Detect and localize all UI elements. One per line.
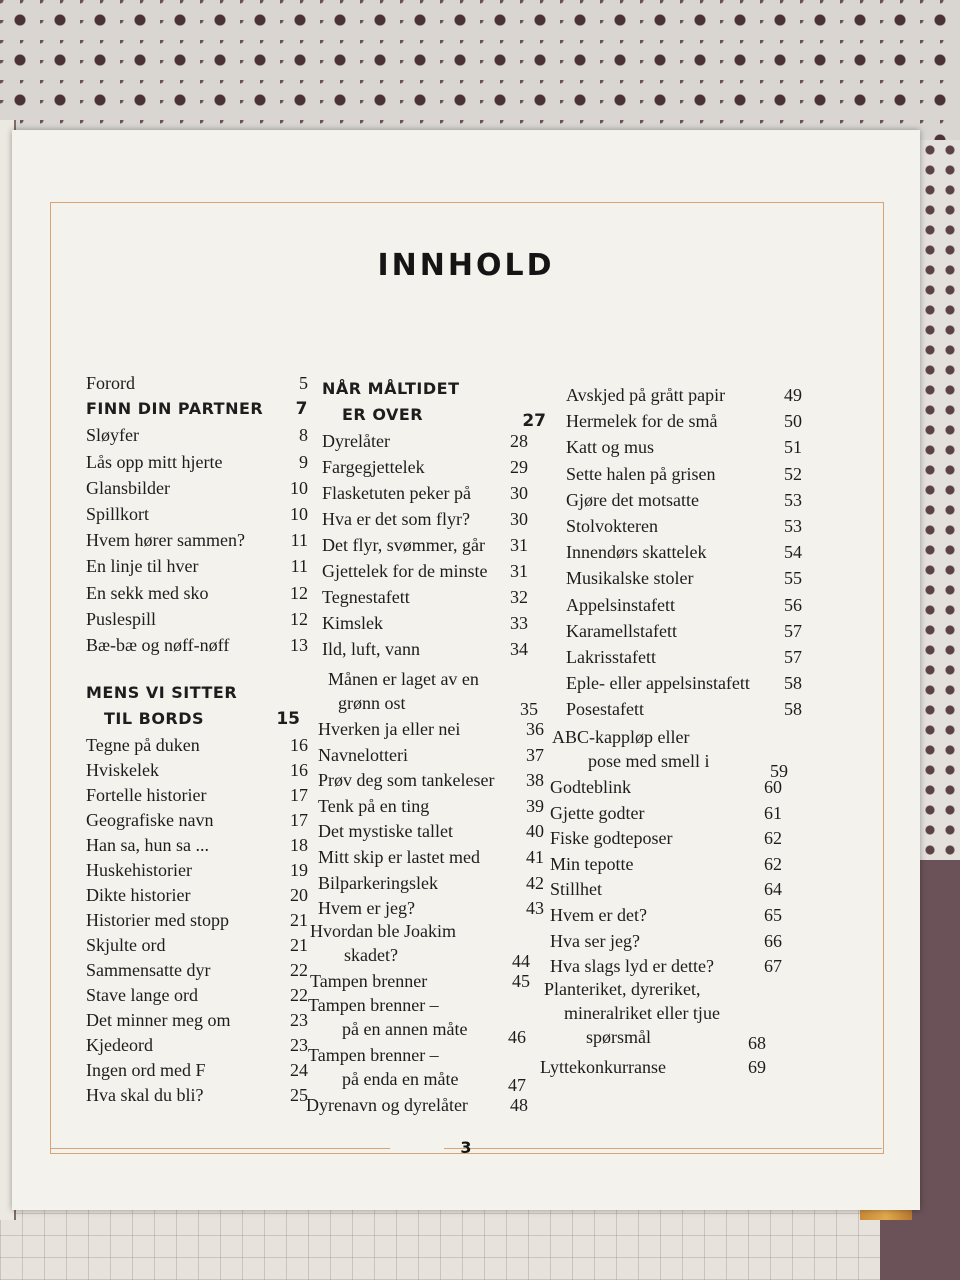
toc-entry-page: 33 [510, 613, 528, 633]
toc-entry [318, 744, 544, 766]
toc-entry [86, 884, 308, 906]
toc-entry [306, 1094, 528, 1116]
toc-entry [318, 897, 544, 919]
toc-entry [566, 463, 802, 485]
toc-entry-label: Hva er det som flyr? [322, 509, 470, 529]
toc-entry-label: Geografiske navn [86, 810, 214, 830]
toc-entry-label: Posestafett [566, 699, 644, 720]
toc-entry-line2: på enda en måte [342, 1069, 459, 1089]
toc-entry [86, 1009, 308, 1031]
toc-entry-label: Bilparkeringslek [318, 872, 438, 893]
toc-entry-page: 47 [508, 1075, 526, 1095]
toc-entry-page: 10 [290, 477, 308, 498]
toc-entry-label: Det minner meg om [86, 1010, 231, 1030]
toc-entry-page: 17 [290, 810, 308, 830]
toc-entry-label: Dyrelåter [322, 431, 390, 451]
toc-entry-label: Hva skal du bli? [86, 1085, 204, 1105]
toc-entry-page: 58 [784, 673, 802, 694]
toc-entry-page: 61 [764, 802, 782, 823]
toc-entry [86, 784, 308, 806]
toc-entry-label: Tampen brenner [310, 971, 428, 991]
toc-entry-page: 23 [290, 1010, 308, 1030]
toc-entry [86, 1084, 308, 1106]
toc-entry-label: Tegne på duken [86, 735, 200, 755]
toc-entry-line2: grønn ost [338, 693, 406, 713]
toc-entry [322, 508, 528, 530]
toc-entry [566, 489, 802, 511]
toc-entry [318, 718, 544, 740]
toc-entry-page: 53 [784, 489, 802, 510]
toc-entry [86, 582, 308, 604]
toc-entry-label: Fargegjettelek [322, 457, 425, 477]
toc-entry [322, 638, 528, 660]
toc-entry-line2: skadet? [344, 945, 398, 965]
toc-entry-label: En sekk med sko [86, 582, 209, 603]
toc-entry [86, 809, 308, 831]
toc-entry [86, 934, 308, 956]
toc-entry [322, 586, 528, 608]
toc-entry-page: 11 [290, 556, 308, 577]
toc-entry-page: 54 [784, 542, 802, 563]
toc-entry-label: Avskjed på grått papir [566, 385, 726, 405]
toc-entry-label: Hvem hører sammen? [86, 530, 245, 551]
toc-entry [550, 802, 782, 824]
toc-entry-line3: spørsmål [586, 1027, 651, 1047]
toc-entry [322, 482, 528, 504]
toc-entry-page: 40 [526, 821, 544, 842]
toc-entry [86, 984, 308, 1006]
toc-entry [86, 503, 308, 525]
toc-entry-label: Katt og mus [566, 437, 654, 458]
toc-entry [86, 451, 308, 473]
toc-entry-page: 35 [520, 699, 538, 719]
toc-entry-label: Hva slags lyd er dette? [550, 956, 714, 977]
toc-entry-page: 29 [510, 457, 528, 477]
toc-entry-line1: ABC-kappløp eller [552, 727, 690, 747]
toc-entry [86, 734, 308, 756]
toc-entry-page: 34 [510, 639, 528, 659]
toc-entry [86, 1034, 308, 1056]
toc-entry-page: 9 [299, 451, 308, 472]
toc-entry-label: Sammensatte dyr [86, 960, 211, 980]
toc-entry-label: Hermelek for de små [566, 411, 718, 432]
toc-entry-label: Han sa, hun sa ... [86, 835, 209, 855]
toc-entry-label: Flasketuten peker på [322, 483, 471, 503]
toc-entry-page: 50 [784, 411, 802, 432]
toc-entry-label: Sløyfer [86, 425, 139, 446]
toc-heading-page: 15 [276, 709, 300, 729]
toc-entry-page: 38 [526, 770, 544, 791]
toc-entry-page: 16 [290, 760, 308, 780]
toc-entry-label: Hvem er jeg? [318, 898, 415, 919]
toc-entry-label: Historier med stopp [86, 910, 229, 930]
toc-entry [86, 959, 308, 981]
toc-entry-page: 53 [784, 516, 802, 536]
toc-entry [566, 646, 802, 668]
toc-entry [318, 820, 544, 842]
toc-heading [86, 398, 308, 420]
toc-heading-line2: ER OVER [342, 405, 424, 424]
toc-entry-page: 69 [748, 1057, 766, 1077]
toc-entry [86, 834, 308, 856]
toc-entry-page: 24 [290, 1060, 308, 1080]
toc-entry-page: 5 [299, 373, 308, 393]
toc-entry-page: 45 [512, 971, 530, 991]
toc-entry [86, 1059, 308, 1081]
toc-entry-label: Hvem er det? [550, 905, 647, 925]
toc-entry-label: Gjøre det motsatte [566, 489, 699, 510]
toc-entry [86, 477, 308, 499]
toc-entry-line1: Tampen brenner – [308, 1045, 439, 1065]
toc-entry [318, 769, 544, 791]
toc-entry-page: 59 [770, 761, 788, 781]
toc-entry [550, 904, 782, 926]
toc-entry [566, 541, 802, 563]
toc-entry-label: Stillhet [550, 879, 603, 900]
toc-entry-label: Fortelle historier [86, 785, 207, 805]
toc-heading-line2: TIL BORDS [104, 709, 205, 728]
toc-heading-line1: NÅR MÅLTIDET [322, 379, 460, 398]
toc-entry [318, 846, 544, 868]
toc-entry-label: Stolvokteren [566, 516, 658, 536]
toc-entry-page: 57 [784, 647, 802, 667]
toc-entry [566, 698, 802, 720]
toc-entry-line2: pose med smell i [588, 751, 710, 771]
page-number: 3 [460, 1138, 472, 1157]
toc-entry-page: 30 [510, 509, 528, 529]
toc-entry [318, 872, 544, 894]
toc-entry [310, 970, 530, 992]
toc-entry-page: 49 [784, 385, 802, 405]
toc-entry-label: Navnelotteri [318, 744, 408, 765]
toc-entry [540, 1056, 766, 1078]
toc-entry [566, 620, 802, 642]
toc-entry-page: 25 [290, 1085, 308, 1105]
toc-entry-page: 62 [764, 828, 782, 849]
toc-entry-page: 42 [526, 872, 544, 893]
toc-entry-page: 46 [508, 1027, 526, 1047]
toc-entry-page: 67 [764, 956, 782, 977]
toc-entry [318, 795, 544, 817]
toc-entry-page: 21 [290, 910, 308, 930]
toc-entry-page: 39 [526, 795, 544, 816]
toc-entry [566, 384, 802, 406]
toc-entry-label: Godteblink [550, 777, 631, 797]
book-page [12, 130, 920, 1210]
page-title: INNHOLD [377, 248, 555, 283]
toc-entry-label: Appelsinstafett [566, 594, 675, 615]
toc-entry-page: 18 [290, 835, 308, 855]
toc-entry-label: Tegnestafett [322, 587, 410, 607]
toc-entry-label: Huskehistorier [86, 860, 192, 880]
toc-entry-page: 52 [784, 463, 802, 484]
toc-entry-label: Gjette godter [550, 802, 645, 823]
toc-entry-page: 21 [290, 935, 308, 955]
toc-entry-page: 64 [764, 879, 782, 900]
toc-entry-page: 68 [748, 1033, 766, 1053]
toc-entry-page: 19 [290, 860, 308, 880]
toc-entry [550, 776, 782, 798]
toc-entry-label: Hverken ja eller nei [318, 719, 461, 739]
toc-entry [86, 555, 308, 577]
toc-entry-page: 62 [764, 853, 782, 874]
toc-entry-label: Prøv deg som tankeleser [318, 770, 495, 791]
toc-entry-label: Lakrisstafett [566, 647, 656, 667]
toc-entry-label: Dikte historier [86, 885, 191, 905]
toc-entry-label: Kimslek [322, 613, 383, 633]
toc-entry-label: Musikalske stoler [566, 568, 694, 589]
toc-entry [566, 567, 802, 589]
toc-entry-page: 23 [290, 1035, 308, 1055]
toc-entry [566, 594, 802, 616]
toc-entry-label: Hva ser jeg? [550, 930, 640, 951]
toc-entry [550, 930, 782, 952]
toc-heading-line1: MENS VI SITTER [86, 683, 238, 702]
toc-entry [566, 515, 802, 537]
toc-entry-label: Tenk på en ting [318, 795, 430, 816]
toc-entry-label: Kjedeord [86, 1035, 153, 1055]
toc-entry-page: 7 [295, 399, 308, 420]
toc-entry [86, 372, 308, 394]
toc-entry [86, 909, 308, 931]
toc-entry-page: 10 [290, 504, 308, 524]
toc-entry-page: 12 [290, 608, 308, 629]
toc-entry-page: 31 [510, 561, 528, 581]
toc-entry-page: 22 [290, 985, 308, 1005]
toc-entry [322, 456, 528, 478]
toc-entry-label: Skjulte ord [86, 935, 166, 955]
toc-entry-label: Det flyr, svømmer, går [322, 535, 486, 555]
toc-entry [322, 430, 528, 452]
toc-entry-page: 43 [526, 898, 544, 919]
toc-heading-page: 27 [522, 411, 546, 431]
toc-entry-page: 20 [290, 885, 308, 905]
toc-entry-page: 65 [764, 905, 782, 925]
toc-entry-page: 31 [510, 535, 528, 555]
toc-entry [86, 424, 308, 446]
toc-entry [550, 878, 782, 900]
toc-entry-label: Glansbilder [86, 477, 170, 498]
toc-entry-label: Karamellstafett [566, 620, 677, 641]
toc-entry [86, 759, 308, 781]
toc-entry [86, 608, 308, 630]
toc-entry-page: 28 [510, 431, 528, 451]
toc-entry-page: 56 [784, 594, 802, 615]
toc-entry-label: Spillkort [86, 504, 150, 524]
toc-entry [566, 672, 802, 694]
toc-entry-page: 22 [290, 960, 308, 980]
toc-entry-line1: Månen er laget av en [328, 669, 479, 689]
toc-entry-page: 55 [784, 568, 802, 589]
toc-entry-page: 36 [526, 719, 544, 739]
toc-entry [322, 560, 528, 582]
toc-entry-label: Lyttekonkurranse [540, 1057, 666, 1077]
toc-entry-label: Min tepotte [550, 853, 634, 874]
toc-entry [550, 827, 782, 849]
toc-entry [550, 955, 782, 977]
toc-entry [566, 436, 802, 458]
toc-entry-line2: mineralriket eller tjue [564, 1003, 720, 1023]
toc-entry-label: Lås opp mitt hjerte [86, 451, 223, 472]
toc-entry [86, 859, 308, 881]
toc-entry-label: Bæ-bæ og nøff-nøff [86, 635, 230, 655]
toc-entry-page: 58 [784, 699, 802, 720]
toc-entry [322, 612, 528, 634]
toc-entry-label: Puslespill [86, 608, 157, 629]
toc-entry [566, 410, 802, 432]
toc-entry-line1: Hvordan ble Joakim [310, 921, 456, 941]
toc-entry-line2: på en annen måte [342, 1019, 468, 1039]
toc-entry-page: 48 [510, 1095, 528, 1115]
toc-entry-label: En linje til hver [86, 556, 199, 577]
toc-entry-page: 66 [764, 930, 782, 951]
toc-entry-page: 44 [512, 951, 530, 971]
toc-entry-page: 11 [290, 530, 308, 551]
toc-entry-page: 13 [290, 635, 308, 655]
toc-entry-label: Hviskelek [86, 760, 159, 780]
toc-entry-label: Fiske godteposer [550, 828, 673, 849]
toc-entry-page: 12 [290, 582, 308, 603]
toc-entry-page: 16 [290, 735, 308, 755]
toc-entry-label: Innendørs skattelek [566, 542, 707, 563]
toc-entry-line1: Tampen brenner – [308, 995, 439, 1015]
toc-entry-label: Eple- eller appelsinstafett [566, 673, 750, 694]
toc-entry-label: Ild, luft, vann [322, 639, 420, 659]
toc-entry-label: Mitt skip er lastet med [318, 847, 480, 867]
toc-entry [322, 534, 528, 556]
toc-entry-label: Dyrenavn og dyrelåter [306, 1095, 468, 1115]
toc-entry-line1: Planteriket, dyreriket, [544, 979, 701, 999]
toc-entry-page: 51 [784, 437, 802, 458]
lace-edge [920, 140, 960, 900]
toc-entry-label: Det mystiske tallet [318, 821, 453, 842]
toc-entry-label: Forord [86, 373, 135, 393]
toc-entry-page: 41 [526, 847, 544, 867]
toc-entry-page: 8 [299, 425, 308, 446]
toc-entry [86, 529, 308, 551]
toc-entry-label: FINN DIN PARTNER [86, 399, 264, 419]
toc-entry-label: Stave lange ord [86, 985, 198, 1005]
toc-entry [86, 634, 308, 656]
toc-entry-page: 32 [510, 587, 528, 607]
toc-entry-label: Gjettelek for de minste [322, 561, 488, 581]
toc-entry-page: 17 [290, 785, 308, 805]
toc-entry-page: 37 [526, 744, 544, 765]
toc-entry-page: 60 [764, 777, 782, 797]
toc-entry-page: 57 [784, 620, 802, 641]
toc-entry [550, 853, 782, 875]
toc-entry-label: Ingen ord med F [86, 1060, 206, 1080]
toc-entry-page: 30 [510, 483, 528, 503]
toc-entry-label: Sette halen på grisen [566, 463, 716, 484]
